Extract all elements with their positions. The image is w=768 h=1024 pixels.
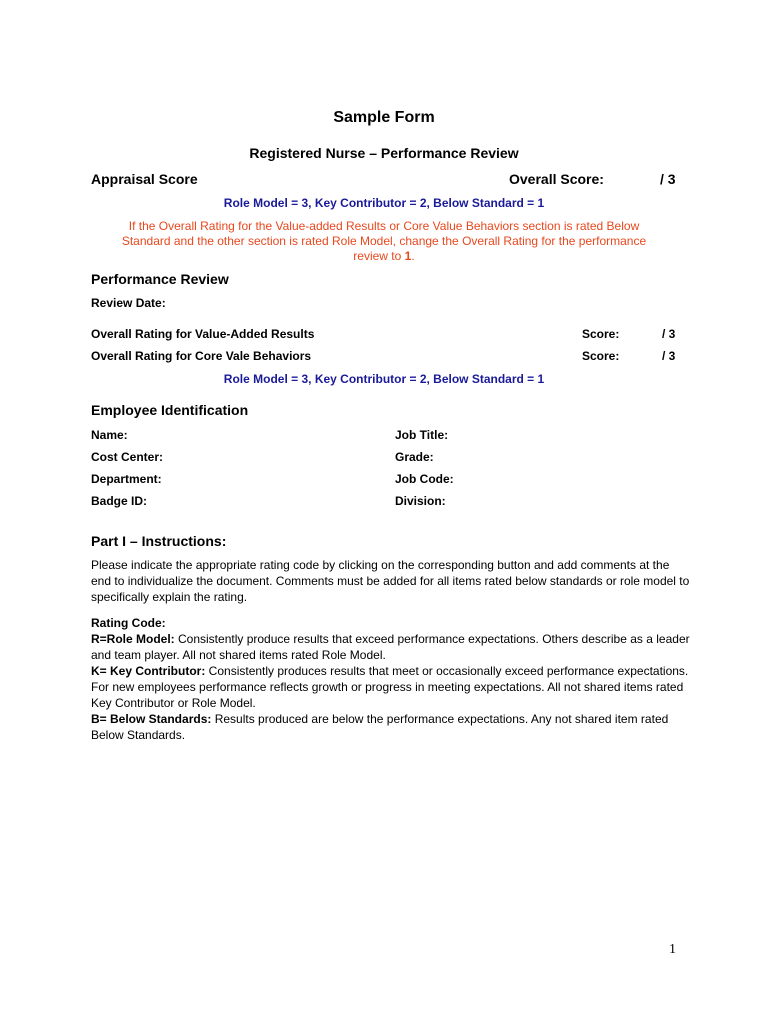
document-subtitle: Registered Nurse – Performance Review [249,145,519,161]
instructions-heading: Part I – Instructions: [91,533,227,549]
key-contributor-text: Consistently produces results that meet or occasionally exceed performance expectations. For new employees performance reflects growth or progress in meeting expectations. All not shared items rated Key Contributor or Role Model. [91,664,689,710]
document-title: Sample Form [333,109,435,126]
job-title-label: Job Title: [395,428,449,442]
appraisal-score-heading: Appraisal Score [91,171,198,187]
rating-code-key-contributor [91,663,691,711]
role-model-text: Consistently produce results that exceed performance expectations. Others describe as a leader and team player. All not shared items rated Role Model. [91,632,690,662]
instructions-paragraph: Please indicate the appropriate rating code by clicking on the corresponding button and add comments at the end to individualize the document. Comments must be added for all items rated below standards or role model to specifically explain the rating. [91,558,690,604]
overall-score-max: / 3 [660,171,676,187]
overall-rating-note [104,219,664,264]
role-model-term: R=Role Model: [91,632,175,646]
below-standards-text: Results produced are below the performance expectations. Any not shared item rated Below Standards. [91,712,669,742]
value-added-score-label: Score: [582,327,620,341]
value-added-score-max: / 3 [662,327,676,341]
core-behaviors-label: Overall Rating for Core Vale Behaviors [91,349,312,363]
rating-scale-legend: Role Model = 3, Key Contributor = 2, Below Standard = 1 [223,196,545,210]
key-contributor-term: K= Key Contributor: [91,664,206,678]
review-date-label: Review Date: [91,296,166,310]
rating-code-role-model [91,631,691,663]
rating-code-heading: Rating Code: [91,616,166,630]
core-behaviors-score-label: Score: [582,349,620,363]
page-number: 1 [669,942,676,957]
rating-scale-legend-2: Role Model = 3, Key Contributor = 2, Below Standard = 1 [223,372,545,386]
grade-label: Grade: [395,450,434,464]
rating-code-block [91,615,691,743]
job-code-label: Job Code: [395,472,454,486]
note-text: If the Overall Rating for the Value-added Results or Core Value Behaviors section is rated Below Standard and the other section is rated Role Model, change the Overall Rating for the performance review to [121,219,647,263]
employee-identification-heading: Employee Identification [91,402,249,418]
core-behaviors-score-max: / 3 [662,349,676,363]
department-label: Department: [91,472,162,486]
value-added-results-label: Overall Rating for Value-Added Results [91,327,315,341]
rating-code-below-standards [91,711,691,743]
division-label: Division: [395,494,446,508]
note-end: . [411,249,415,263]
cost-center-label: Cost Center: [91,450,164,464]
overall-score-label: Overall Score: [509,171,604,187]
performance-review-heading: Performance Review [91,271,229,287]
note-value: 1 [404,249,412,263]
below-standards-term: B= Below Standards: [91,712,212,726]
badge-id-label: Badge ID: [91,494,148,508]
name-label: Name: [91,428,128,442]
